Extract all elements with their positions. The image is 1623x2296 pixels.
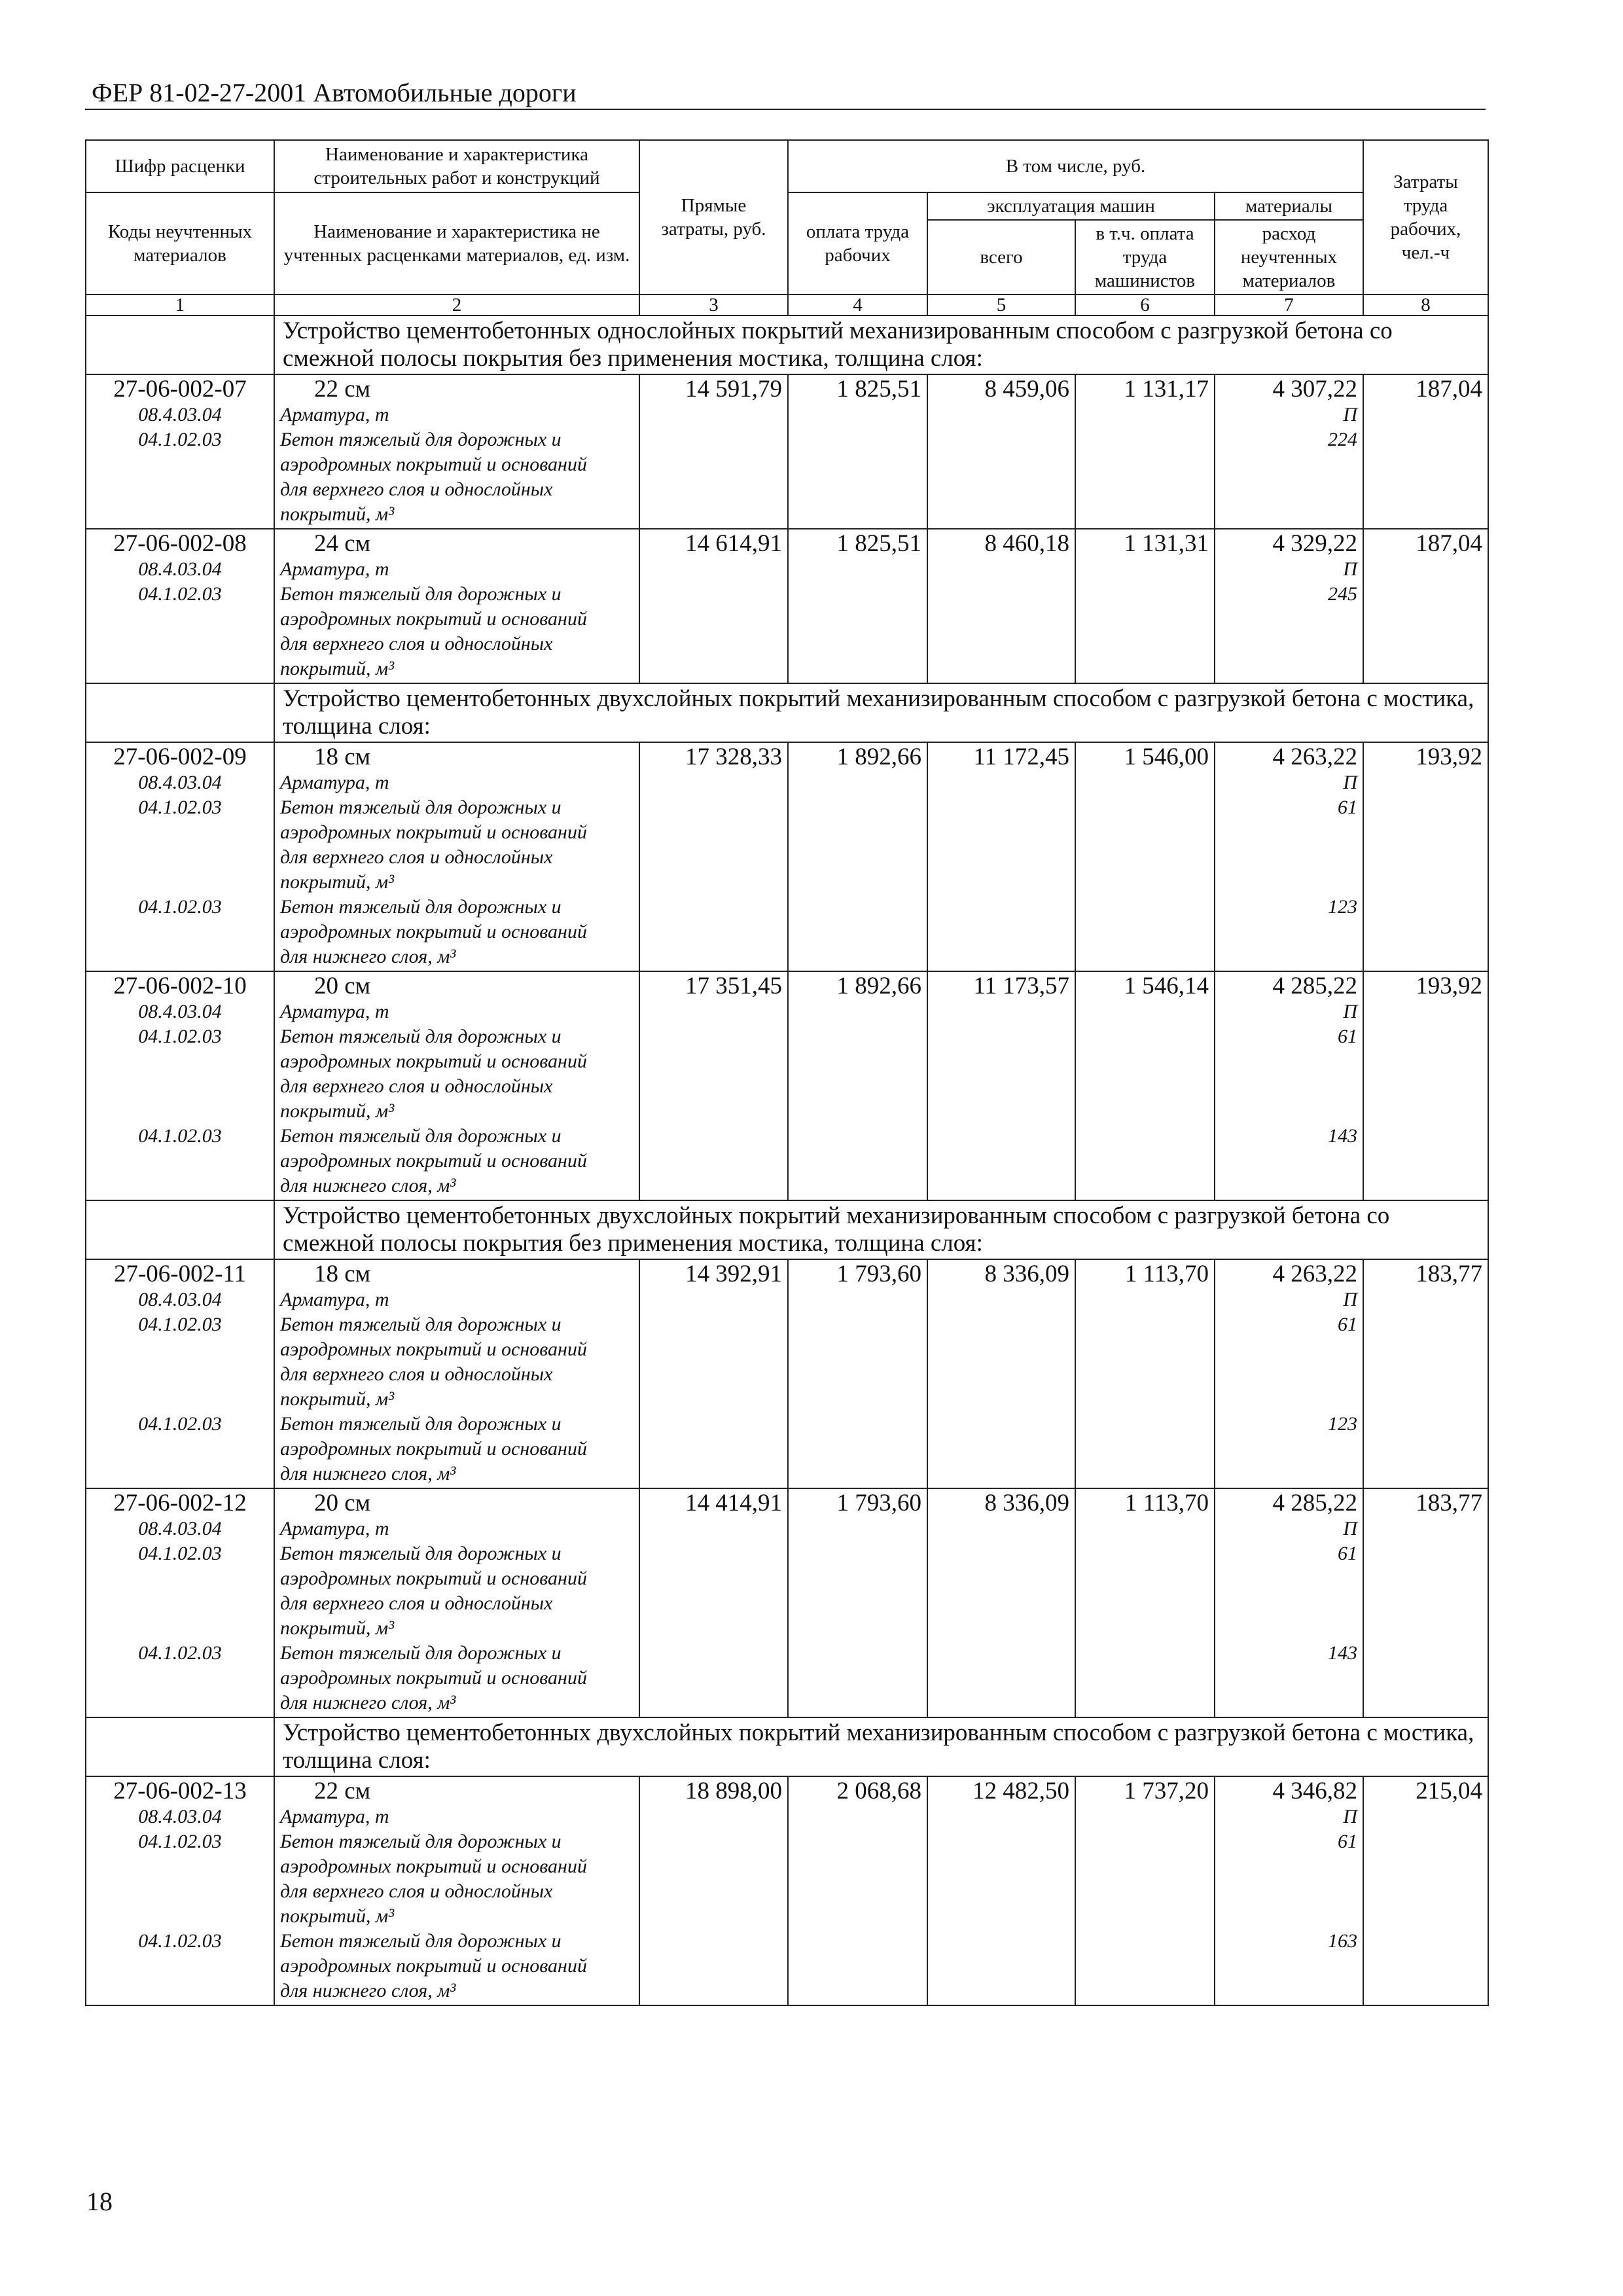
group-code-cell [86,315,274,374]
material-name-line: покрытий, м³ [280,503,395,525]
column-number: 7 [1215,295,1363,315]
quantity-spacer [1221,944,1357,969]
material-quantity: 143 [1328,1125,1357,1147]
material-code: 04.1.02.03 [138,429,222,450]
material-name-line: Арматура, т [280,558,389,580]
quantity-spacer [1221,1437,1357,1462]
column-number: 8 [1363,295,1488,315]
material-name-line: Бетон тяжелый для дорожных и [280,1831,562,1852]
labor-hours: 183,77 [1363,1488,1488,1717]
rate-name-cell [274,742,639,971]
code-spacer [92,1666,268,1691]
labor-pay: 1 892,66 [788,742,927,971]
quantity-spacer [1221,1074,1357,1099]
rate-thickness: 18 см [314,744,371,770]
labor-pay: 2 068,68 [788,1776,927,2005]
material-code: 08.4.03.04 [138,1001,222,1022]
code-spacer [92,1174,268,1198]
rate-code: 27-06-002-12 [113,1490,247,1516]
direct-costs: 18 898,00 [639,1776,788,2005]
code-spacer [92,1149,268,1174]
machines-operators-pay: 1 131,31 [1075,529,1215,683]
labor-hours: 193,92 [1363,971,1488,1200]
material-name-line: для нижнего слоя, м³ [280,1980,456,2001]
material-code: 04.1.02.03 [138,1413,222,1435]
material-name-line: Бетон тяжелый для дорожных и [280,1125,562,1147]
material-name-line: Бетон тяжелый для дорожных и [280,1026,562,1047]
direct-costs: 14 392,91 [639,1259,788,1488]
machines-operators-pay: 1 546,00 [1075,742,1215,971]
rate-row [86,1259,1488,1488]
machines-operators-pay: 1 546,14 [1075,971,1215,1200]
rate-row [86,1488,1488,1717]
quantity-spacer [1221,1616,1357,1641]
material-name-line: для нижнего слоя, м³ [280,946,456,967]
rate-row [86,374,1488,529]
material-name-line: Бетон тяжелый для дорожных и [280,583,562,605]
material-name-line: для верхнего слоя и однослойных [280,1075,553,1097]
material-quantity: П [1343,1806,1357,1827]
material-name-line: Арматура, т [280,1001,389,1022]
labor-hours: 215,04 [1363,1776,1488,2005]
table-body [86,315,1488,2005]
material-name-line: аэродромных покрытий и оснований [280,1856,587,1877]
material-code: 04.1.02.03 [138,797,222,818]
material-quantity: 245 [1328,583,1357,605]
group-title: Устройство цементобетонных двухслойных покрытий механизированным способом с разгрузкой бетона с мостика, толщина слоя: [274,683,1488,742]
material-quantity: 123 [1328,896,1357,918]
rate-name-cell [274,971,639,1200]
rate-code-cell [86,1776,274,2005]
material-name-line: покрытий, м³ [280,1388,395,1410]
rates-table [85,139,1489,2006]
quantity-spacer [1221,1462,1357,1486]
material-code: 04.1.02.03 [138,896,222,918]
rate-thickness: 20 см [314,1490,371,1516]
material-name-line: Бетон тяжелый для дорожных и [280,1543,562,1564]
direct-costs: 14 591,79 [639,374,788,529]
material-code: 08.4.03.04 [138,1518,222,1539]
code-spacer [92,1979,268,2003]
rate-name-cell [274,1259,639,1488]
machines-total: 12 482,50 [927,1776,1075,2005]
material-name-line: для нижнего слоя, м³ [280,1175,456,1196]
table-header [86,140,1488,315]
code-spacer [92,1854,268,1879]
material-name-line: покрытий, м³ [280,1905,395,1927]
material-name-line: для нижнего слоя, м³ [280,1463,456,1484]
document-title: ФЕР 81-02-27-2001 Автомобильные дороги [92,78,577,107]
quantity-spacer [1221,1666,1357,1691]
rate-name-cell [274,374,639,529]
materials-value: 4 346,82 [1272,1778,1357,1804]
material-name-line: аэродромных покрытий и оснований [280,1568,587,1589]
code-spacer [92,1462,268,1486]
header-code-bottom: Коды неучтенных материалов [86,192,274,295]
code-spacer [92,1691,268,1715]
quantity-spacer [1221,1174,1357,1198]
labor-hours: 183,77 [1363,1259,1488,1488]
material-code: 04.1.02.03 [138,1930,222,1952]
material-name-line: Бетон тяжелый для дорожных и [280,1314,562,1335]
code-spacer [92,656,268,681]
material-name-line: аэродромных покрытий и оснований [280,608,587,630]
direct-costs: 17 351,45 [639,971,788,1200]
material-name-line: Арматура, т [280,1806,389,1827]
code-spacer [92,1099,268,1124]
materials-value: 4 263,22 [1272,744,1357,770]
material-quantity: П [1343,772,1357,793]
material-code: 08.4.03.04 [138,1806,222,1827]
code-spacer [92,1904,268,1929]
code-spacer [92,452,268,477]
code-spacer [92,1049,268,1074]
code-spacer [92,870,268,895]
material-name-line: для нижнего слоя, м³ [280,1692,456,1713]
code-spacer [92,1387,268,1412]
material-name-line: аэродромных покрытий и оснований [280,1338,587,1360]
header-machines-total: всего [927,220,1075,295]
code-spacer [92,1954,268,1979]
group-header-row [86,1200,1488,1259]
material-quantity: 61 [1338,1314,1357,1335]
machines-operators-pay: 1 131,17 [1075,374,1215,529]
materials-value: 4 329,22 [1272,530,1357,557]
header-direct: Прямые затраты, руб. [639,140,788,295]
materials-cell [1215,1776,1363,2005]
code-spacer [92,944,268,969]
code-spacer [92,477,268,502]
quantity-spacer [1221,920,1357,944]
group-header-row [86,315,1488,374]
labor-hours: 187,04 [1363,374,1488,529]
column-number: 5 [927,295,1075,315]
rate-code-cell [86,374,274,529]
page-number: 18 [86,2187,113,2216]
group-title: Устройство цементобетонных однослойных покрытий механизированным способом с разгрузкой бетона со смежной полосы покрытия без применения мостика, толщина слоя: [274,315,1488,374]
material-quantity: П [1343,1518,1357,1539]
header-materials-unaccounted: расход неучтенных материалов [1215,220,1363,295]
quantity-spacer [1221,607,1357,632]
code-spacer [92,632,268,656]
material-name-line: аэродромных покрытий и оснований [280,454,587,475]
material-name-line: покрытий, м³ [280,1100,395,1122]
material-code: 04.1.02.03 [138,1125,222,1147]
labor-pay: 1 892,66 [788,971,927,1200]
material-code: 08.4.03.04 [138,772,222,793]
machines-operators-pay: 1 113,70 [1075,1259,1215,1488]
rate-thickness: 24 см [314,530,371,557]
labor-pay: 1 793,60 [788,1259,927,1488]
machines-operators-pay: 1 737,20 [1075,1776,1215,2005]
machines-total: 8 336,09 [927,1488,1075,1717]
material-quantity: П [1343,404,1357,425]
materials-cell [1215,374,1363,529]
material-name-line: покрытий, м³ [280,871,395,893]
labor-pay: 1 825,51 [788,374,927,529]
header-code-top: Шифр расценки [86,140,274,192]
material-code: 04.1.02.03 [138,1543,222,1564]
material-name-line: Бетон тяжелый для дорожных и [280,429,562,450]
material-quantity: П [1343,1289,1357,1310]
material-name-line: покрытий, м³ [280,658,395,679]
material-name-line: для верхнего слоя и однослойных [280,633,553,655]
rate-thickness: 22 см [314,1778,371,1804]
rate-code-cell [86,1259,274,1488]
header-name-top: Наименование и характеристика строительных работ и конструкций [274,140,639,192]
material-quantity: П [1343,558,1357,580]
code-spacer [92,1074,268,1099]
material-name-line: для верхнего слоя и однослойных [280,1592,553,1614]
labor-pay: 1 793,60 [788,1488,927,1717]
material-quantity: 61 [1338,1831,1357,1852]
materials-value: 4 307,22 [1272,376,1357,403]
material-code: 04.1.02.03 [138,1831,222,1852]
material-name-line: аэродромных покрытий и оснований [280,1050,587,1072]
quantity-spacer [1221,820,1357,845]
code-spacer [92,607,268,632]
rate-name-cell [274,1776,639,2005]
quantity-spacer [1221,632,1357,656]
rate-row [86,971,1488,1200]
rate-thickness: 20 см [314,973,371,999]
machines-total: 8 459,06 [927,374,1075,529]
quantity-spacer [1221,1979,1357,2003]
quantity-spacer [1221,1854,1357,1879]
material-name-line: аэродромных покрытий и оснований [280,921,587,942]
material-quantity: 143 [1328,1642,1357,1664]
code-spacer [92,1362,268,1387]
rate-row [86,1776,1488,2005]
code-spacer [92,1879,268,1904]
material-quantity: 61 [1338,1026,1357,1047]
column-number: 3 [639,295,788,315]
rate-row [86,742,1488,971]
material-name-line: аэродромных покрытий и оснований [280,821,587,843]
group-code-cell [86,683,274,742]
machines-total: 11 172,45 [927,742,1075,971]
machines-total: 8 460,18 [927,529,1075,683]
quantity-spacer [1221,477,1357,502]
header-labor-hours: Затраты труда рабочих, чел.-ч [1363,140,1488,295]
material-quantity: 163 [1328,1930,1357,1952]
materials-value: 4 285,22 [1272,1490,1357,1516]
column-numbers-row [86,295,1488,315]
rate-code: 27-06-002-09 [113,744,247,770]
code-spacer [92,820,268,845]
group-title: Устройство цементобетонных двухслойных покрытий механизированным способом с разгрузкой бетона со смежной полосы покрытия без применения мостика, толщина слоя: [274,1200,1488,1259]
code-spacer [92,1337,268,1362]
header-materials: материалы [1215,192,1363,220]
quantity-spacer [1221,870,1357,895]
material-code: 04.1.02.03 [138,1642,222,1664]
code-spacer [92,920,268,944]
quantity-spacer [1221,1566,1357,1591]
rate-code-cell [86,742,274,971]
group-header-row [86,683,1488,742]
materials-cell [1215,971,1363,1200]
group-code-cell [86,1200,274,1259]
material-code: 08.4.03.04 [138,404,222,425]
direct-costs: 17 328,33 [639,742,788,971]
material-name-line: Арматура, т [280,1289,389,1310]
group-title: Устройство цементобетонных двухслойных покрытий механизированным способом с разгрузкой бетона с мостика, толщина слоя: [274,1717,1488,1776]
machines-operators-pay: 1 113,70 [1075,1488,1215,1717]
header-including: В том числе, руб. [788,140,1363,192]
quantity-spacer [1221,845,1357,870]
material-name-line: аэродромных покрытий и оснований [280,1150,587,1172]
material-code: 08.4.03.04 [138,558,222,580]
column-number: 1 [86,295,274,315]
direct-costs: 14 414,91 [639,1488,788,1717]
rate-code-cell [86,1488,274,1717]
quantity-spacer [1221,1691,1357,1715]
material-name-line: Бетон тяжелый для дорожных и [280,1930,562,1952]
materials-value: 4 285,22 [1272,973,1357,999]
header-labor-pay: оплата труда рабочих [788,192,927,295]
direct-costs: 14 614,91 [639,529,788,683]
material-name-line: Арматура, т [280,1518,389,1539]
rate-code-cell [86,529,274,683]
rate-code: 27-06-002-10 [113,973,247,999]
machines-total: 8 336,09 [927,1259,1075,1488]
labor-hours: 187,04 [1363,529,1488,683]
rate-thickness: 22 см [314,376,371,403]
labor-hours: 193,92 [1363,742,1488,971]
rate-code: 27-06-002-08 [113,530,247,557]
materials-cell [1215,1259,1363,1488]
quantity-spacer [1221,1049,1357,1074]
code-spacer [92,1566,268,1591]
rate-thickness: 18 см [314,1261,371,1287]
material-code: 04.1.02.03 [138,583,222,605]
code-spacer [92,845,268,870]
material-name-line: Бетон тяжелый для дорожных и [280,1642,562,1664]
quantity-spacer [1221,1879,1357,1904]
material-name-line: для верхнего слоя и однослойных [280,846,553,868]
material-name-line: аэродромных покрытий и оснований [280,1955,587,1977]
materials-cell [1215,1488,1363,1717]
material-name-line: Бетон тяжелый для дорожных и [280,1413,562,1435]
quantity-spacer [1221,656,1357,681]
materials-cell [1215,742,1363,971]
material-name-line: Бетон тяжелый для дорожных и [280,797,562,818]
title-rule [85,109,1486,110]
material-name-line: Бетон тяжелый для дорожных и [280,896,562,918]
rate-code: 27-06-002-11 [113,1261,247,1287]
column-number: 4 [788,295,927,315]
rate-row [86,529,1488,683]
rate-code-cell [86,971,274,1200]
quantity-spacer [1221,452,1357,477]
quantity-spacer [1221,1099,1357,1124]
material-quantity: П [1343,1001,1357,1022]
quantity-spacer [1221,502,1357,527]
header-machines-operators: в т.ч. оплата труда машинистов [1075,220,1215,295]
material-quantity: 61 [1338,797,1357,818]
material-code: 04.1.02.03 [138,1314,222,1335]
rate-code: 27-06-002-13 [113,1778,247,1804]
header-name-bottom: Наименование и характеристика не учтенных расценками материалов, ед. изм. [274,192,639,295]
code-spacer [92,1437,268,1462]
machines-total: 11 173,57 [927,971,1075,1200]
material-quantity: 123 [1328,1413,1357,1435]
material-name-line: для верхнего слоя и однослойных [280,1363,553,1385]
code-spacer [92,1591,268,1616]
material-name-line: Арматура, т [280,772,389,793]
quantity-spacer [1221,1591,1357,1616]
code-spacer [92,502,268,527]
header-machines: эксплуатация машин [927,192,1215,220]
column-number: 6 [1075,295,1215,315]
quantity-spacer [1221,1904,1357,1929]
labor-pay: 1 825,51 [788,529,927,683]
quantity-spacer [1221,1337,1357,1362]
materials-cell [1215,529,1363,683]
material-code: 08.4.03.04 [138,1289,222,1310]
material-name-line: аэродромных покрытий и оснований [280,1667,587,1689]
rate-name-cell [274,529,639,683]
material-name-line: для верхнего слоя и однослойных [280,478,553,500]
material-quantity: 224 [1328,429,1357,450]
material-code: 04.1.02.03 [138,1026,222,1047]
rate-code: 27-06-002-07 [113,376,247,403]
material-name-line: для верхнего слоя и однослойных [280,1880,553,1902]
material-name-line: покрытий, м³ [280,1617,395,1639]
material-name-line: аэродромных покрытий и оснований [280,1438,587,1460]
material-name-line: Арматура, т [280,404,389,425]
materials-value: 4 263,22 [1272,1261,1357,1287]
group-header-row [86,1717,1488,1776]
quantity-spacer [1221,1954,1357,1979]
material-quantity: 61 [1338,1543,1357,1564]
quantity-spacer [1221,1362,1357,1387]
code-spacer [92,1616,268,1641]
rate-name-cell [274,1488,639,1717]
group-code-cell [86,1717,274,1776]
column-number: 2 [274,295,639,315]
quantity-spacer [1221,1149,1357,1174]
quantity-spacer [1221,1387,1357,1412]
